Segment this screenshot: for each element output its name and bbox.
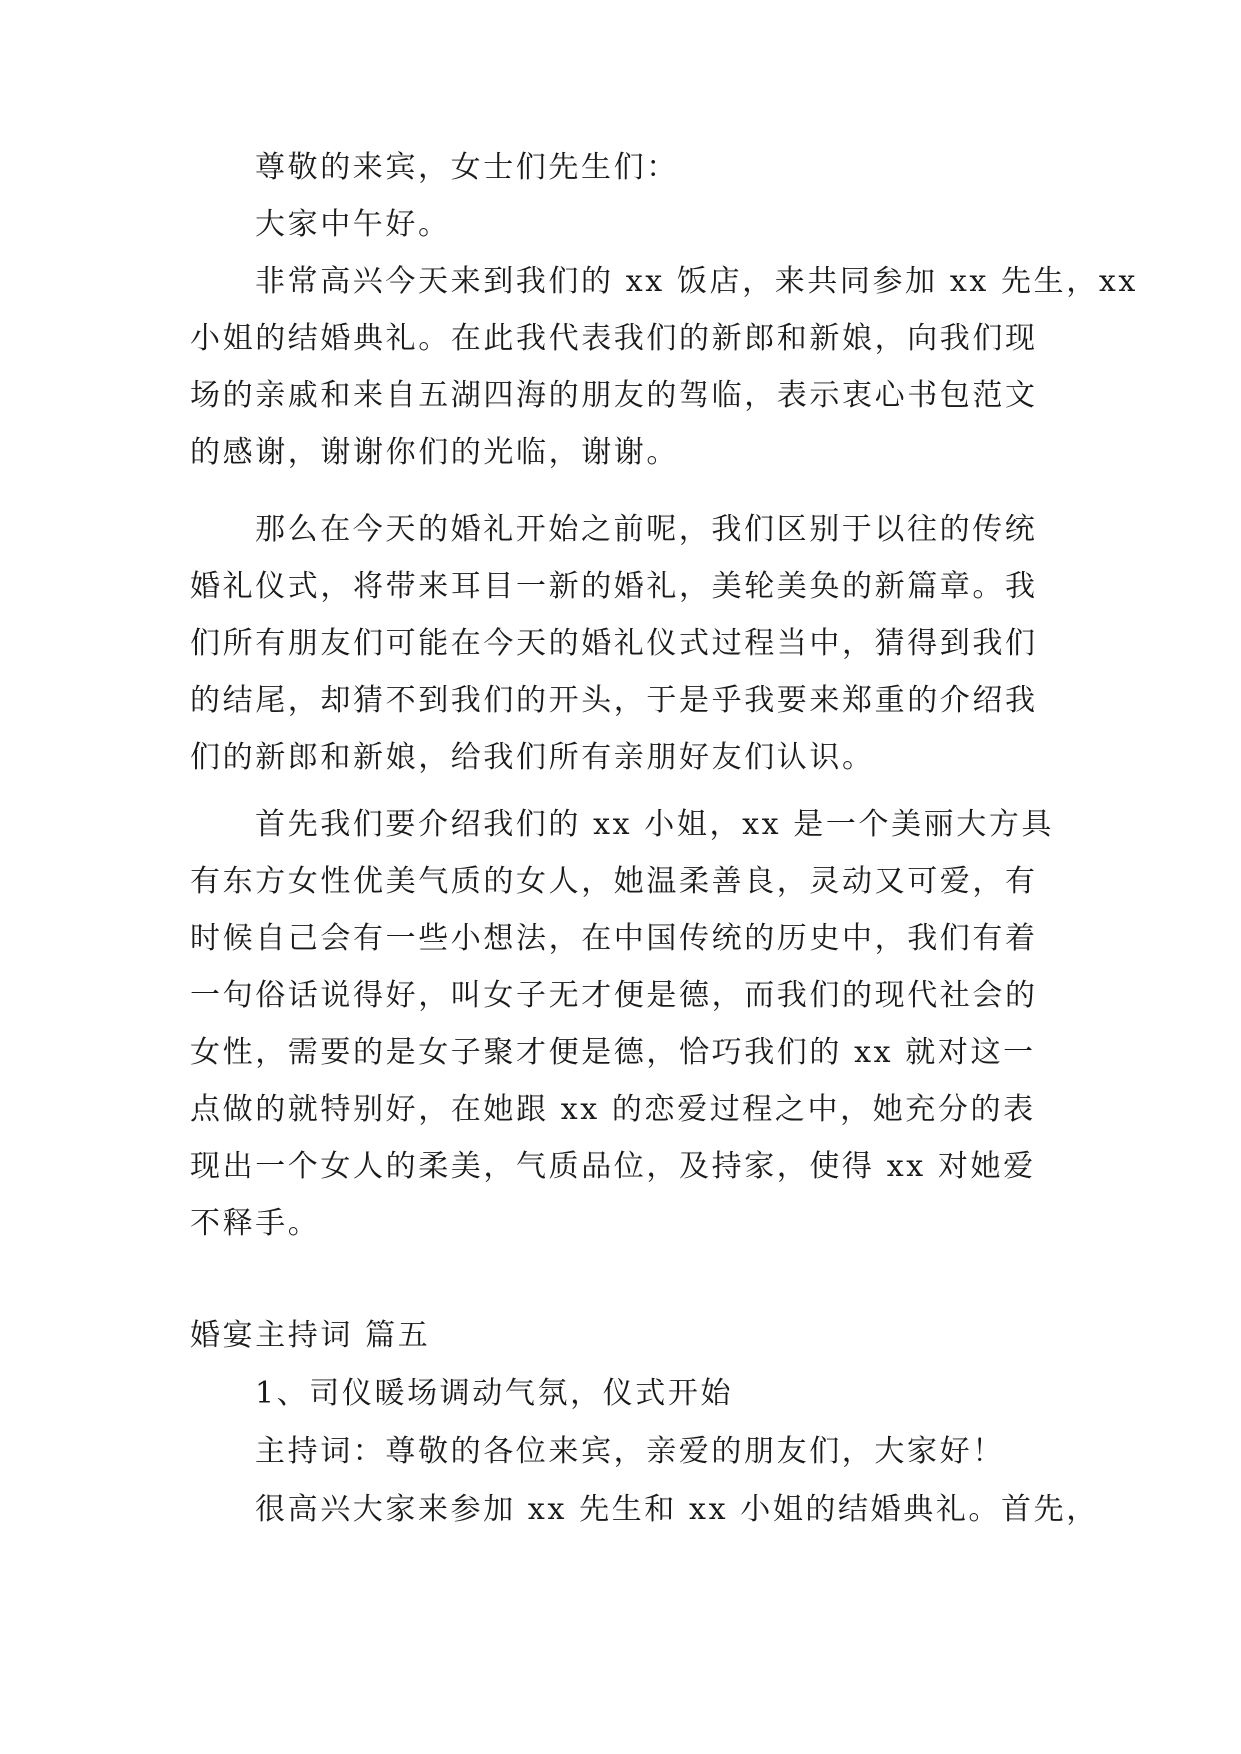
text-line: 主持词：尊敬的各位来宾，亲爱的朋友们，大家好！ [255,1434,1005,1469]
text-line: 的结尾，却猜不到我们的开头，于是乎我要来郑重的介绍我 [190,683,1038,718]
text-line: 1、司仪暖场调动气氛，仪式开始 [255,1376,734,1411]
text-line: 有东方女性优美气质的女人，她温柔善良，灵动又可爱，有 [190,864,1038,899]
text-line: 小姐的结婚典礼。在此我代表我们的新郎和新娘，向我们现 [190,321,1038,356]
text-line: 们所有朋友们可能在今天的婚礼仪式过程当中，猜得到我们 [190,626,1038,661]
text-line: 非常高兴今天来到我们的 xx 饭店，来共同参加 xx 先生，xx [255,264,1138,299]
text-line: 场的亲戚和来自五湖四海的朋友的驾临，表示衷心书包范文 [190,378,1038,413]
text-line: 一句俗话说得好，叫女子无才便是德，而我们的现代社会的 [190,978,1038,1013]
text-line: 现出一个女人的柔美，气质品位，及持家，使得 xx 对她爱 [190,1149,1036,1184]
text-line: 大家中午好。 [255,207,451,242]
text-line: 那么在今天的婚礼开始之前呢，我们区别于以往的传统 [255,512,1038,547]
section-heading: 婚宴主持词 篇五 [190,1318,431,1353]
text-line: 女性，需要的是女子聚才便是德，恰巧我们的 xx 就对这一 [190,1035,1036,1070]
text-line: 点做的就特别好，在她跟 xx 的恋爱过程之中，她充分的表 [190,1092,1036,1127]
text-line: 们的新郎和新娘，给我们所有亲朋好友们认识。 [190,740,875,775]
text-line: 的感谢，谢谢你们的光临，谢谢。 [190,435,679,470]
text-line: 首先我们要介绍我们的 xx 小姐，xx 是一个美丽大方具 [255,807,1055,842]
text-line: 时候自己会有一些小想法，在中国传统的历史中，我们有着 [190,921,1038,956]
text-line: 很高兴大家来参加 xx 先生和 xx 小姐的结婚典礼。首先， [255,1492,1099,1527]
text-line: 婚礼仪式，将带来耳目一新的婚礼，美轮美奂的新篇章。我 [190,569,1038,604]
text-line: 不释手。 [190,1206,321,1241]
text-line: 尊敬的来宾，女士们先生们： [255,150,679,185]
